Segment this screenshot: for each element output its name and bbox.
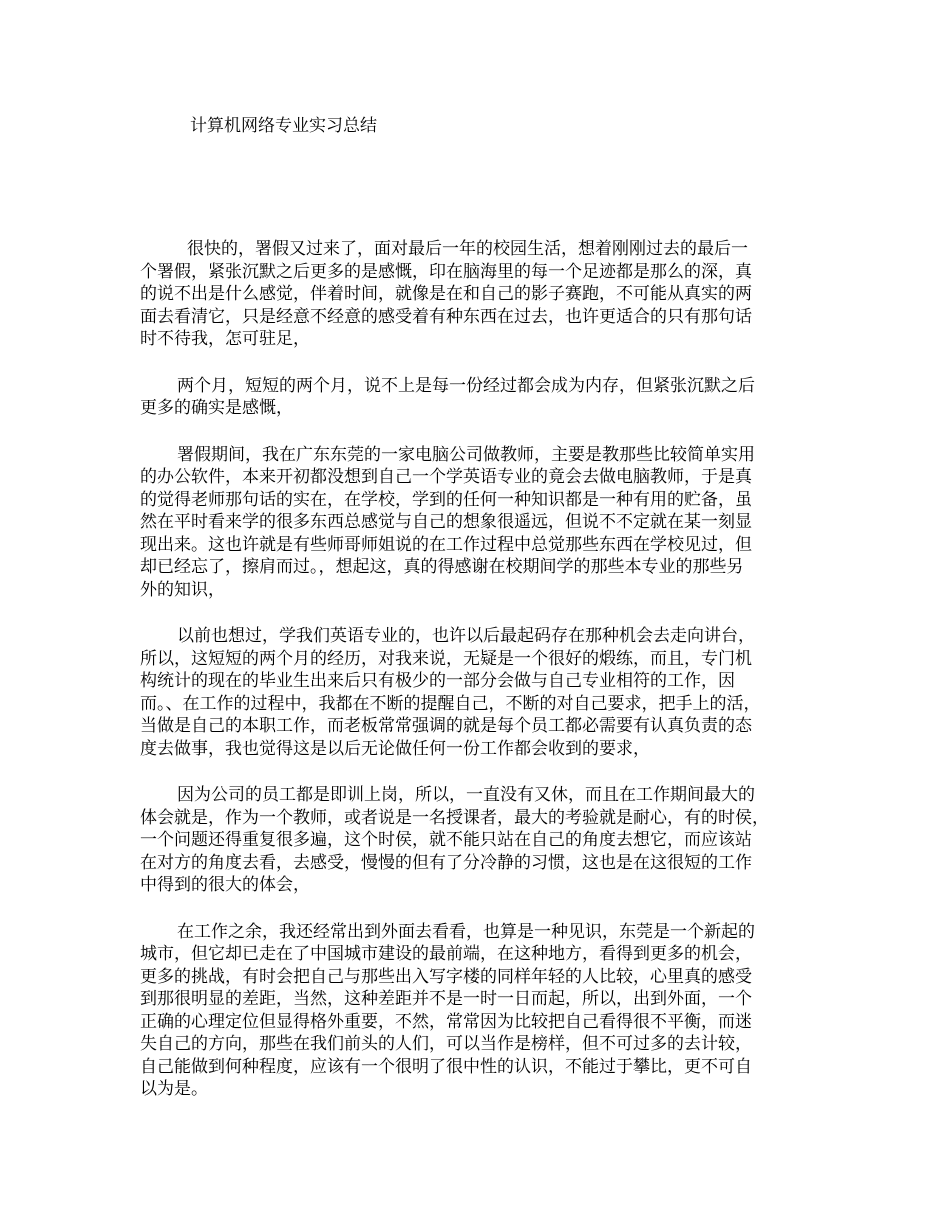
- paragraph-line: 以为是。: [140, 1079, 208, 1099]
- paragraph-line: 一个问题还得重复很多遍，这个时侯，就不能只站在自己的角度去想它，而应该站: [140, 830, 752, 850]
- paragraph-line: 城市，但它却已走在了中国城市建设的最前端，在这种地方，看得到更多的机会，: [140, 944, 752, 964]
- paragraph-4: [140, 625, 820, 760]
- paragraph-line: 然在平时看来学的很多东西总感觉与自己的想象很遥远，但说不不定就在某一刻显: [140, 512, 752, 532]
- paragraph-line: 自己能做到何种程度，应该有一个很明了很中性的认识，不能过于攀比，更不可自: [140, 1056, 752, 1077]
- paragraph-3: [140, 444, 820, 602]
- paragraph-line: 个署假，紧张沉默之后更多的是感慨，印在脑海里的每一个足迹都是那么的深，真: [140, 261, 752, 282]
- paragraph-line: 以前也想过，学我们英语专业的，也许以后最起码存在那种机会去走向讲台，: [177, 626, 755, 646]
- paragraph-line: 中得到的很大的体会，: [140, 875, 310, 895]
- paragraph-line: 因为公司的员工都是即训上岗，所以，一直没有又休，而且在工作期间最大的: [177, 785, 755, 805]
- paragraph-line: 构统计的现在的毕业生出来后只有极少的一部分会做与自己专业相符的工作，因: [140, 671, 735, 691]
- paragraph-line: 而。、在工作的过程中，我都在不断的提醒自己，不断的对自己要求，把手上的活，: [140, 693, 761, 714]
- paragraph-line: 失自己的方向，那些在我们前头的人们，可以当作是榜样，但不可过多的去计较，: [140, 1034, 752, 1054]
- paragraph-line: 的觉得老师那句话的实在，在学校，学到的任何一种知识都是一种有用的贮备，虽: [140, 489, 752, 510]
- paragraph-line: 更多的确实是感慨，: [140, 398, 293, 418]
- paragraph-line: 度去做事，我也觉得这是以后无论做任何一份工作都会收到的要求，: [140, 738, 650, 759]
- paragraph-line: 在工作之余，我还经常出到外面去看看，也算是一种见识，东莞是一个新起的: [177, 921, 755, 942]
- paragraph-line: 更多的挑战，有时会把自己与那些出入写字楼的同样年轻的人比较，心里真的感受: [140, 966, 752, 987]
- paragraph-1: [140, 238, 820, 351]
- paragraph-6: [140, 921, 820, 1101]
- paragraph-line: 到那很明显的差距，当然，这种差距并不是一时一日而起，所以，出到外面，一个: [140, 989, 752, 1009]
- document-body: [140, 238, 820, 1125]
- paragraph-line: 的说不出是什么感觉，伴着时间，就像是在和自己的影子赛跑，不可能从真实的两: [140, 284, 752, 304]
- paragraph-5: [140, 784, 820, 897]
- document-title: 计算机网络专业实习总结: [190, 116, 377, 136]
- paragraph-line: 所以，这短短的两个月的经历，对我来说，无疑是一个很好的煅练，而且，专门机: [140, 648, 752, 669]
- paragraph-line: 时不待我，怎可驻足，: [140, 329, 310, 349]
- paragraph-line: 很快的，署假又过来了，面对最后一年的校园生活，想着刚刚过去的最后一: [187, 239, 748, 259]
- paragraph-2: [140, 375, 820, 420]
- paragraph-line: 外的知识，: [140, 579, 225, 600]
- paragraph-line: 体会就是，作为一个教师，或者说是一名授课者，最大的考验就是耐心，有的时侯，: [140, 807, 769, 828]
- paragraph-line: 正确的心理定位但显得格外重要，不然，常常因为比较把自己看得很不平衡，而迷: [140, 1011, 752, 1032]
- paragraph-line: 两个月，短短的两个月，说不上是每一份经过都会成为内存，但紧张沉默之后: [177, 375, 755, 396]
- paragraph-line: 却已经忘了，擦肩而过。，想起这，真的得感谢在校期间学的那些本专业的那些另: [140, 557, 744, 577]
- paragraph-line: 面去看清它，只是经意不经意的感受着有种东西在过去，也许更适合的只有那句话: [140, 306, 752, 327]
- paragraph-line: 的办公软件，本来开初都没想到自己一个学英语专业的竟会去做电脑教师，于是真: [140, 467, 752, 487]
- paragraph-line: 署假期间，我在广东东莞的一家电脑公司做教师，主要是教那些比较简单实用: [177, 444, 755, 465]
- paragraph-line: 现出来。这也许就是有些师哥师姐说的在工作过程中总觉那些东西在学校见过，但: [140, 534, 752, 555]
- paragraph-line: 当做是自己的本职工作，而老板常常强调的就是每个员工都必需要有认真负责的态: [140, 716, 752, 736]
- paragraph-line: 在对方的角度去看，去感受，慢慢的但有了分冷静的习惯，这也是在这很短的工作: [140, 852, 752, 873]
